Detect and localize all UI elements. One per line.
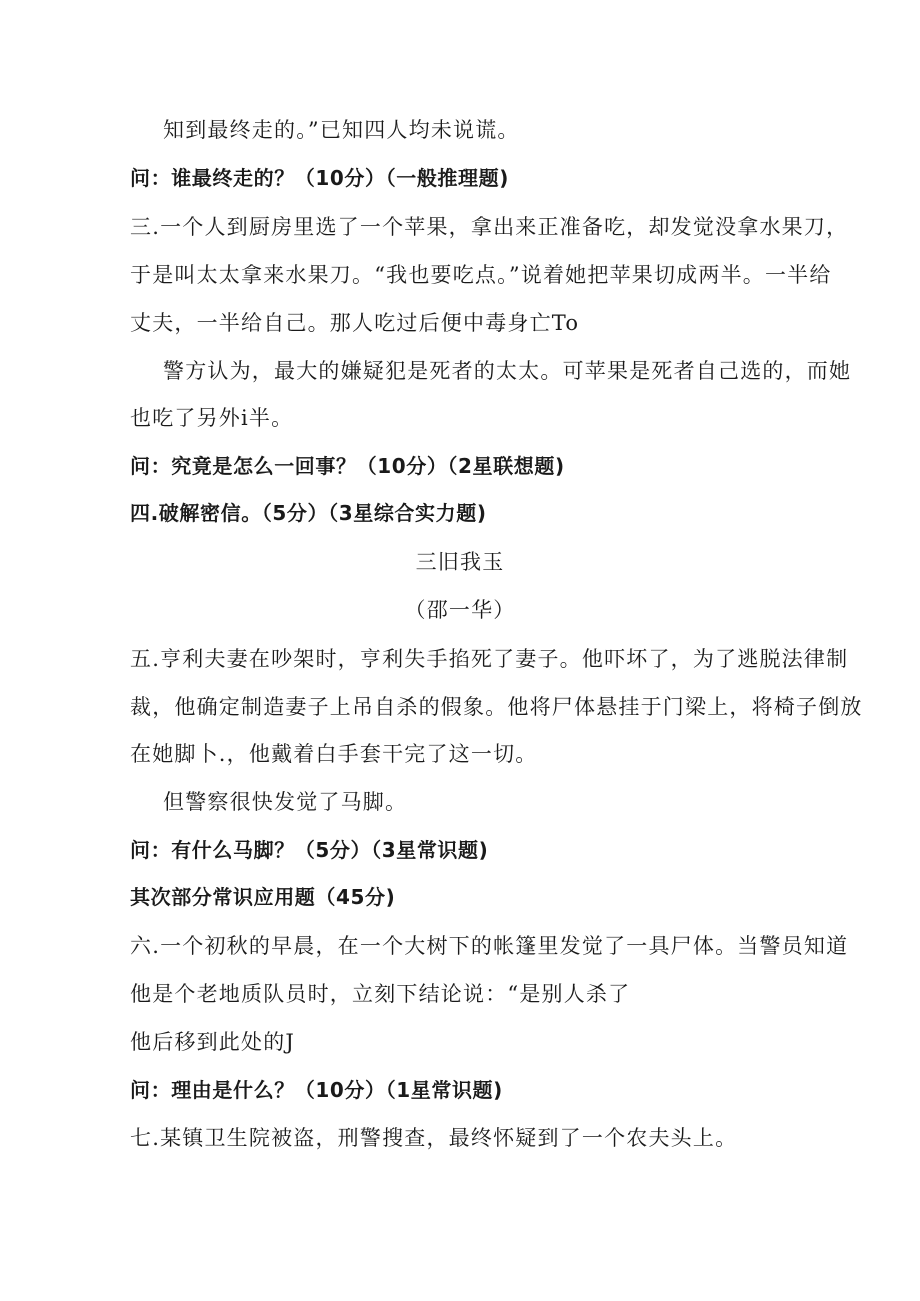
section-heading: 其次部分常识应用题（45分) [130,885,396,909]
question-line: 四.破解密信。（5分）（3星综合实力题) [130,501,487,525]
text-line: 七.某镇卫生院被盗，刑警搜查，最终怀疑到了一个农夫头上。 [130,1126,738,1150]
text-line: 于是叫太太拿来水果刀。“我也要吃点。”说着她把苹果切成两半。一半给 [130,263,832,287]
text-line: 在她脚卜.，他戴着白手套干完了这一切。 [130,742,538,766]
text-line: 裁，他确定制造妻子上吊自杀的假象。他将尸体悬挂于门梁上，将椅子倒放 [130,695,863,719]
question-line: 问：理由是什么？（10分）（1星常识题) [130,1078,503,1102]
cipher-author: （邵一华） [404,598,516,622]
text-line: 知到最终走的。”已知四人均未说谎。 [163,118,520,142]
cipher-text: 三旧我玉 [415,550,505,574]
text-line: 他后移到此处的J [130,1030,296,1054]
text-line: 但警察很快发觉了马脚。 [163,790,408,814]
text-line: 六.一个初秋的早晨，在一个大树下的帐篷里发觉了一具尸体。当警员知道 [130,934,849,958]
text-line: 三.一个人到厨房里选了一个苹果，拿出来正准备吃，却发觉没拿水果刀， [130,215,849,239]
text-line: 警方认为，最大的嫌疑犯是死者的太太。可苹果是死者自己选的，而她 [163,359,852,383]
text-line: 丈夫，一半给自己。那人吃过后便中毒身亡To [130,311,580,335]
question-line: 问：谁最终走的？（10分）（一般推理题) [130,166,509,190]
question-line: 问：究竟是怎么一回事？（10分）（2星联想题) [130,454,565,478]
question-line: 问：有什么马脚？（5分）（3星常识题) [130,838,489,862]
text-line: 他是个老地质队员时，立刻下结论说：“是别人杀了 [130,982,631,1006]
text-line: 也吃了另外i半。 [130,406,294,430]
text-line: 五.亨利夫妻在吵架时，亨利失手掐死了妻子。他吓坏了，为了逃脱法律制 [130,647,849,671]
